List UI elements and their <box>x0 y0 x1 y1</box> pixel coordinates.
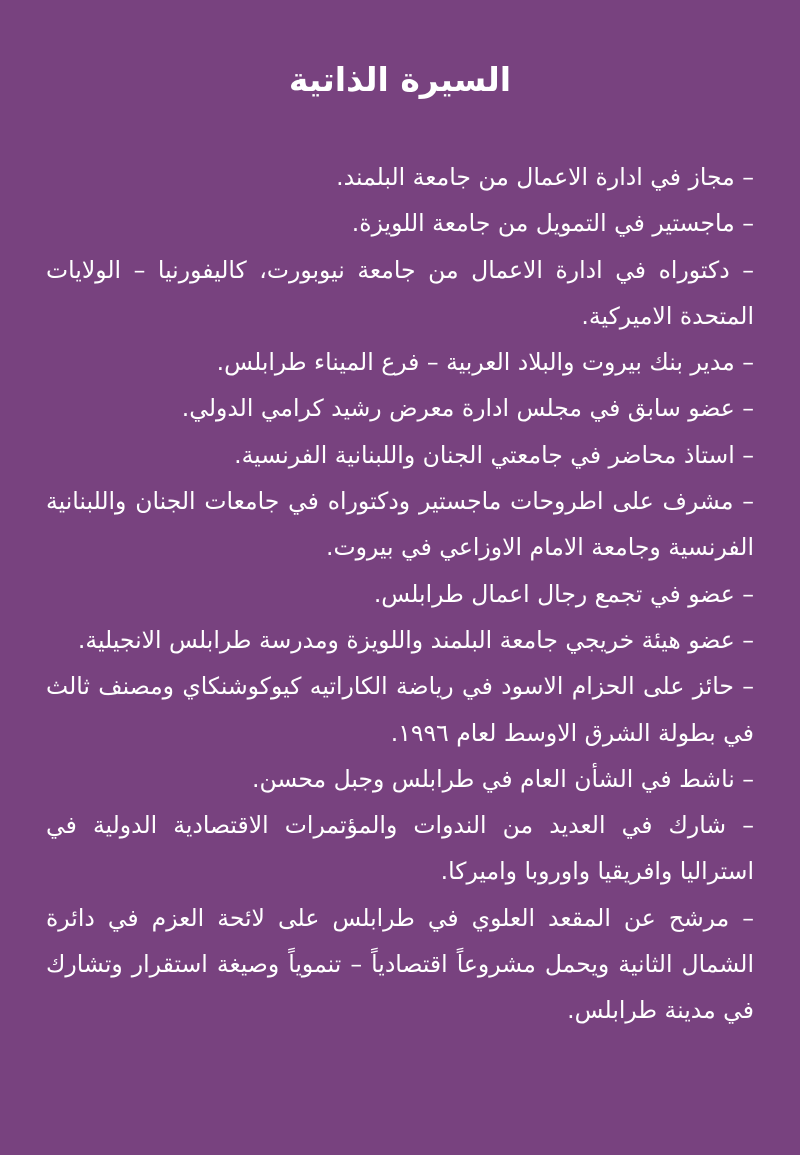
bio-item-public-affairs: – ناشط في الشأن العام في طرابلس وجبل محسن. <box>252 764 754 793</box>
bio-item-thesis-supervisor: – مشرف على اطروحات ماجستير ودكتوراه في جامعات الجنان واللبنانية الفرنسية وجامعة الامام الاوزاعي في بيروت. <box>46 487 754 562</box>
bio-item-conferences: – شارك في العديد من الندوات والمؤتمرات الاقتصادية الدولية في استراليا وافريقيا واوروبا واميركا. <box>46 811 754 886</box>
bio-item-karate: – حائز على الحزام الاسود في رياضة الكاراتيه كيوكوشنكاي ومصنف ثالث في بطولة الشرق الاوسط لعام ١٩٩٦. <box>46 672 754 747</box>
page-title: السيرة الذاتية <box>288 60 512 99</box>
bio-item-degree-master: – ماجستير في التمويل من جامعة اللويزة. <box>351 209 754 238</box>
bio-item-degree-bachelor: – مجاز في ادارة الاعمال من جامعة البلمند. <box>336 163 754 191</box>
bio-item-alumni: – عضو هيئة خريجي جامعة البلمند واللويزة ومدرسة طرابلس الانجيلية. <box>77 625 754 654</box>
bio-item-degree-doctorate: – دكتوراه في ادارة الاعمال من جامعة نيوبورت، كاليفورنيا – الولايات المتحدة الاميركية. <box>46 255 754 330</box>
bio-item-bank-manager: – مدير بنك بيروت والبلاد العربية – فرع الميناء طرابلس. <box>216 348 754 377</box>
bio-list <box>46 154 754 1034</box>
bio-item-fair-board: – عضو سابق في مجلس ادارة معرض رشيد كرامي الدولي. <box>181 394 754 423</box>
bio-item-lecturer: – استاذ محاضر في جامعتي الجنان واللبنانية الفرنسية. <box>234 440 754 469</box>
bio-item-candidate: – مرشح عن المقعد العلوي في طرابلس على لائحة العزم في دائرة الشمال الثانية ويحمل مشروعاً اقتصادياً – تنموياً وصيغة استقرار وتشارك في مدينة طرابلس. <box>46 903 754 1025</box>
bio-item-business-group: – عضو في تجمع رجال اعمال طرابلس. <box>373 579 754 608</box>
